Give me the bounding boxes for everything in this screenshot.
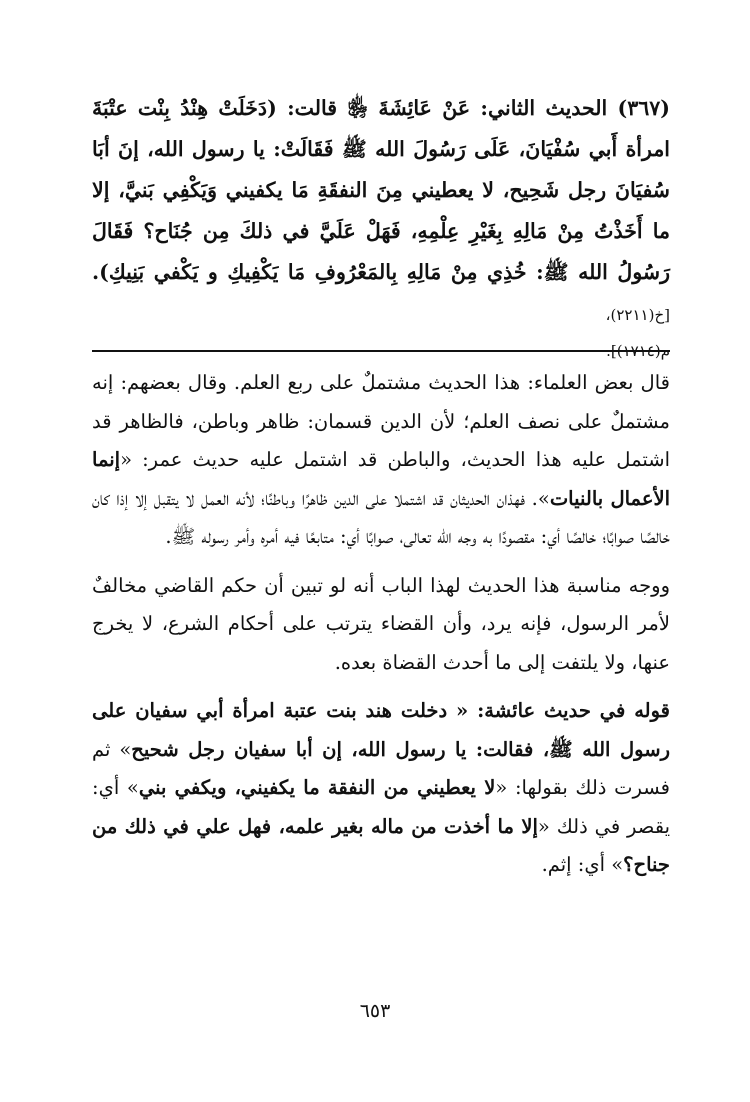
commentary-paragraph-1 (92, 364, 670, 557)
hadith-text (92, 88, 670, 366)
hadith-number: (٣٦٧) (617, 96, 670, 120)
commentary-text: » ثم فسرت ذلك بقولها: « (92, 737, 670, 799)
hadith-block (92, 88, 670, 366)
commentary-text: ». فهذان الحديثان قد اشتملا على الدين ظاهرًا وباطنًا؛ لأنه العمل لا يتقبل إلا إذا كان خالصًا صوابًا؛ خالصًا أي: مقصودًا به وجه الله تعالى، صوابًا أي: متابعًا فيه أمره وأمر رسوله ﷺ. (92, 486, 670, 548)
commentary-quote: إنما الأعمال بالنيات (92, 448, 670, 510)
commentary-quote: دخلت هند بنت عتبة امرأة أبي سفيان على رسول الله ﷺ، فقالت: يا رسول الله، إن أبا سفيان رجل شحيح (92, 699, 670, 761)
hadith-body: عَنْ عَائِشَةَ ﵂ قالت: (دَخَلَتْ هِنْدُ بِنْت عتْبَةَ امرأة أَبي سُفْيَانَ، عَلَى رَسُولَ الله ﷺ فَقَالَتْ: يا رسول الله، إنَ أبَا سُفيَانَ رجل شَحِيح، لا يعطيني مِنَ النفقَةِ مَا يكفيني وَيَكْفِي بَنيَّ، إلا ما أَخَذْتُ مِنْ مَالِهِ بِغَيْرِ عِلْمِهِ، فَهَلْ عَلَيَّ في ذلكَ مِن جُنَاح؟ فَقَالَ رَسُولُ الله ﷺ: خُذِي مِنْ مَالِهِ بِالمَعْرُوفِ مَا يَكْفِيكِ و يَكْفي بَنِيكِ). (92, 96, 670, 284)
commentary-text: قال بعض العلماء: هذا الحديث مشتملٌ على ربع العلم. وقال بعضهم: إنه مشتملٌ على نصف العلم؛ لأن الدين قسمان: ظاهر وباطن، فالظاهر قد اشتمل عليه هذا الحديث، والباطن قد اشتمل عليه حديث عمر: « (92, 371, 670, 471)
page-number: ٦٥٣ (359, 1000, 391, 1022)
commentary-paragraph-2 (92, 567, 670, 683)
footnote-divider (92, 350, 670, 352)
commentary-text: » أي: إثم. (541, 853, 624, 876)
hadith-heading: الحديث الثاني: (480, 96, 608, 120)
commentary-text: قوله في حديث عائشة: « (456, 699, 670, 722)
commentary-block (92, 364, 670, 885)
hadith-reference-1: [خ(٢٢١١)، (605, 306, 670, 324)
commentary-quote: لا يعطيني من النفقة ما يكفيني، ويكفي بني (138, 776, 496, 799)
commentary-quote: إلا ما أخذت من ماله بغير علمه، فهل علي في ذلك من جناح؟ (92, 814, 670, 876)
commentary-paragraph-3 (92, 692, 670, 885)
commentary-text: ووجه مناسبة هذا الحديث لهذا الباب أنه لو تبين أن حكم القاضي مخالفٌ لأمر الرسول، فإنه يرد، وأن القضاء يترتب على أحكام الشرع، لا يخرج عنها، ولا يلتفت إلى ما أحدث القضاة بعده. (92, 573, 670, 674)
commentary-text: » أي: يقصر في ذلك « (92, 776, 670, 838)
hadith-reference-2: م(١٧١٤)]. (606, 342, 670, 360)
